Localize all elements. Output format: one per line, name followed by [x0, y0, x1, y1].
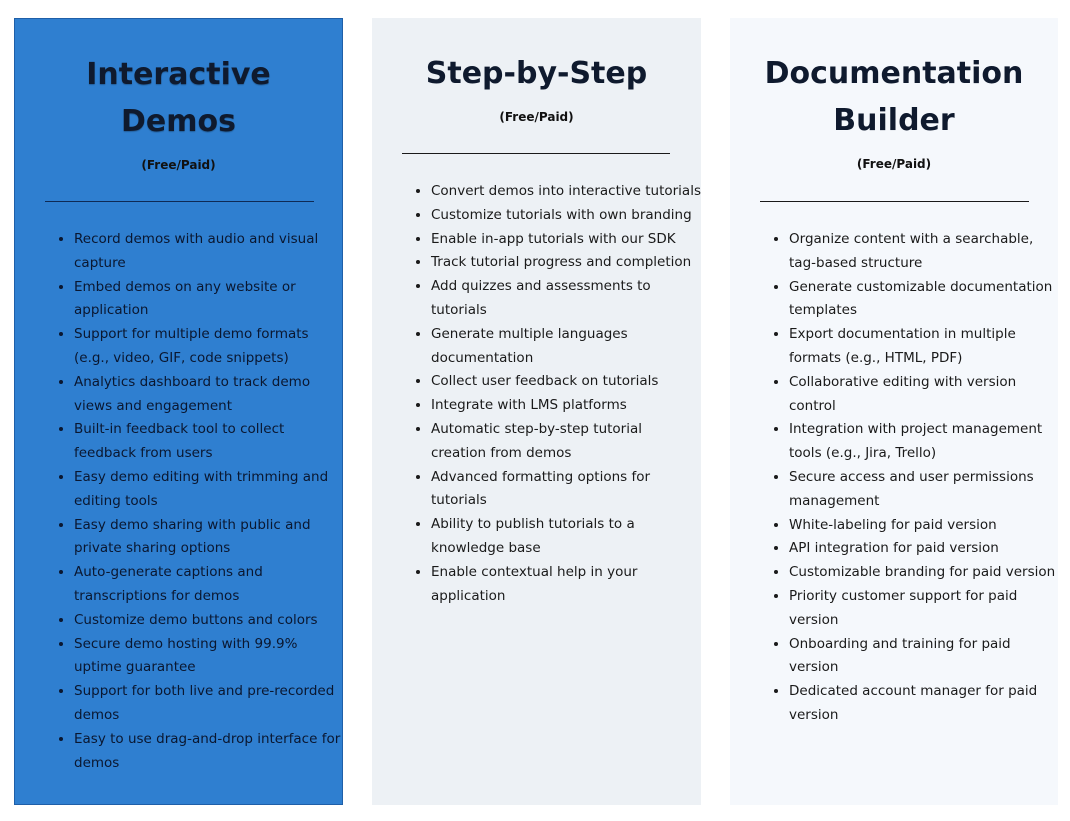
feature-item: • API integration for paid version [789, 537, 1059, 561]
feature-item: • Automatic step-by-step tutorial creation from demos [431, 418, 701, 466]
feature-item: • Auto-generate captions and transcriptions for demos [74, 561, 342, 609]
divider [760, 201, 1029, 202]
feature-item: • Add quizzes and assessments to tutorials [431, 275, 701, 323]
feature-item: • Convert demos into interactive tutorials [431, 180, 701, 204]
feature-item: • Support for multiple demo formats (e.g., video, GIF, code snippets) [74, 323, 342, 371]
feature-list [760, 228, 1059, 728]
feature-item: • Integrate with LMS platforms [431, 394, 701, 418]
feature-item: • Track tutorial progress and completion [431, 251, 701, 275]
feature-item: • Enable in-app tutorials with our SDK [431, 228, 701, 252]
plan-pricing: (Free/Paid) [499, 110, 574, 124]
feature-item: • Customize tutorials with own branding [431, 204, 701, 228]
plan-card-documentation-builder [730, 18, 1058, 805]
feature-item: • Secure demo hosting with 99.9% uptime guarantee [74, 633, 342, 681]
feature-item: • Support for both live and pre-recorded demos [74, 680, 342, 728]
plan-card-interactive-demos [14, 18, 343, 805]
feature-item: • Easy demo sharing with public and private sharing options [74, 514, 342, 562]
plan-title: Interactive Demos [86, 57, 271, 139]
feature-item: • Record demos with audio and visual capture [74, 228, 342, 276]
feature-item: • Secure access and user permissions management [789, 466, 1059, 514]
plan-pricing: (Free/Paid) [856, 157, 932, 171]
feature-item: • Embed demos on any website or application [74, 276, 342, 324]
feature-item: • White-labeling for paid version [789, 514, 1059, 538]
feature-item: • Enable contextual help in your application [431, 561, 701, 609]
feature-item: • Generate multiple languages documentation [431, 323, 701, 371]
feature-item: • Priority customer support for paid version [789, 585, 1059, 633]
feature-item: • Collaborative editing with version control [789, 371, 1059, 419]
feature-item: • Customize demo buttons and colors [74, 609, 342, 633]
feature-item: • Analytics dashboard to track demo views and engagement [74, 371, 342, 419]
feature-item: • Easy demo editing with trimming and editing tools [74, 466, 342, 514]
feature-item: • Built-in feedback tool to collect feedback from users [74, 418, 342, 466]
feature-item: • Advanced formatting options for tutorials [431, 466, 701, 514]
plan-title: Step-by-Step [425, 56, 648, 91]
feature-item: • Export documentation in multiple formats (e.g., HTML, PDF) [789, 323, 1059, 371]
plan-title: Documentation Builder [764, 56, 1024, 138]
feature-item: • Organize content with a searchable, tag-based structure [789, 228, 1059, 276]
plan-card-step-by-step [372, 18, 701, 805]
feature-item: • Integration with project management tools (e.g., Jira, Trello) [789, 418, 1059, 466]
divider [402, 153, 670, 154]
divider [45, 201, 314, 202]
feature-item: • Onboarding and training for paid version [789, 633, 1059, 681]
feature-item: • Dedicated account manager for paid version [789, 680, 1059, 728]
feature-item: • Generate customizable documentation templates [789, 276, 1059, 324]
feature-list [402, 180, 701, 608]
feature-item: • Collect user feedback on tutorials [431, 370, 701, 394]
feature-list [45, 228, 342, 775]
feature-item: • Ability to publish tutorials to a knowledge base [431, 513, 701, 561]
plan-pricing: (Free/Paid) [141, 158, 216, 172]
feature-item: • Easy to use drag-and-drop interface for demos [74, 728, 342, 776]
feature-item: • Customizable branding for paid version [789, 561, 1059, 585]
